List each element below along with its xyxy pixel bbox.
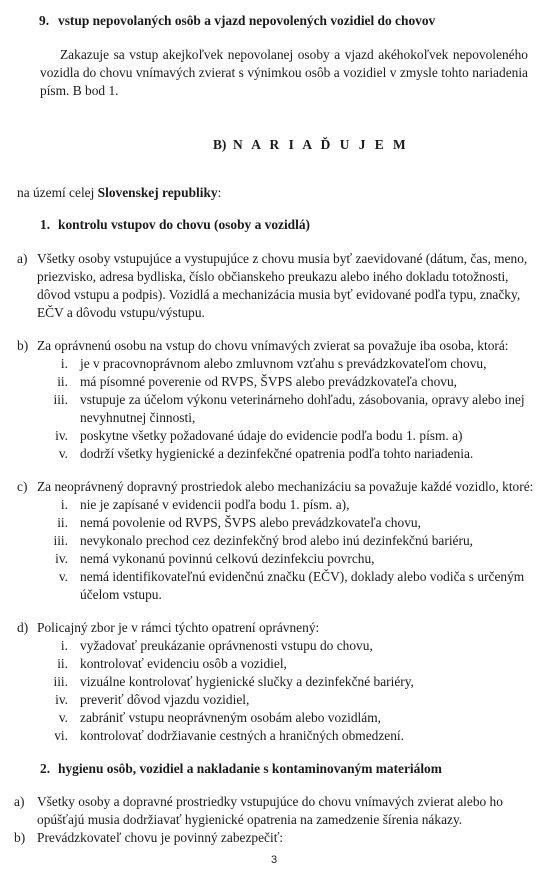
point-2a-label: a) — [14, 794, 25, 809]
list-item-text: vyžadovať preukázanie oprávnenosti vstupu do chovu, — [80, 638, 373, 653]
point-1b-intro: Za oprávnenú osobu na vstup do chovu vnímavých zvierat sa považuje iba osoba, ktorá: — [37, 338, 509, 353]
list-item-text: zabrániť vstupu neoprávneným osobám alebo vozidlám, — [80, 710, 381, 725]
point-1d-label: d) — [17, 620, 29, 635]
list-item-number: iv. — [55, 692, 68, 707]
list-item-text: nemá vykonanú povinnú celkovú dezinfekciu povrchu, — [80, 551, 375, 566]
list-item-number: iv. — [55, 551, 68, 566]
point-1a-line: priezvisko, adresa bydliska, číslo občianskeho preukazu alebo iného dokladu totožnosti, — [37, 269, 509, 284]
list-item-text: preveriť dôvod vjazdu vozidiel, — [80, 692, 250, 707]
list-item-number: iii. — [53, 392, 68, 407]
list-item-text: je v pracovnoprávnom alebo zmluvnom vzťahu s prevádzkovateľom chovu, — [80, 356, 487, 371]
list-item-number: i. — [60, 497, 68, 512]
list-item-number: v. — [58, 569, 68, 584]
territory-country: Slovenskej republiky — [97, 185, 218, 200]
list-item-number: v. — [58, 446, 68, 461]
section-9-paragraph: Zakazuje sa vstup akejkoľvek nepovolanej osoby a vjazd akéhokoľvek nepovoleného vozidla do chovu vnímavých zvierat s výnimkou osôb a vozidiel v zmysle tohto nariadenia písm. B bod 1. — [40, 47, 528, 98]
list-item-text: nemá povolenie od RVPS, ŠVPS alebo prevádzkovateľa chovu, — [80, 515, 421, 530]
list-item-number: i. — [60, 356, 68, 371]
list-item-number: v. — [58, 710, 68, 725]
list-item-number: ii. — [57, 656, 68, 671]
point-1a-line: dôvod vstupu a podpis). Vozidlá a mechanizácia musia byť evidované podľa typu, značky, — [37, 287, 521, 302]
point-1d-intro: Policajný zbor je v rámci týchto opatrení oprávnený: — [37, 620, 320, 635]
section-9-heading: vstup nepovolaných osôb a vjazd nepovolených vozidiel do chovov — [58, 13, 436, 28]
page-number: 3 — [271, 854, 278, 866]
point-1-heading: kontrolu vstupov do chovu (osoby a vozidlá) — [58, 217, 310, 232]
list-item-number: i. — [60, 638, 68, 653]
list-item-text: vstupuje za účelom výkonu veterinárneho dohľadu, zásobovania, opravy alebo inej — [80, 392, 525, 407]
point-2-number: 2. — [40, 761, 51, 776]
list-item-text: kontrolovať evidenciu osôb a vozidiel, — [80, 656, 287, 671]
point-2a-line: opúšťajú musia dodržiavať hygienické opatrenia na zamedzenie šírenia nákazy. — [37, 812, 463, 827]
section-b-letter: B) — [213, 137, 227, 152]
list-item-text: kontrolovať dodržiavanie cestných a hraničných obmedzení. — [80, 728, 404, 743]
list-item-text: poskytne všetky požadované údaje do evidencie podľa bodu 1. písm. a) — [80, 428, 463, 443]
territory-prefix: na území celej — [17, 185, 98, 200]
point-2b-text: Prevádzkovateľ chovu je povinný zabezpečiť: — [37, 830, 284, 845]
point-2a-line: Všetky osoby a dopravné prostriedky vstupujúce do chovu vnímavých zvierat alebo ho — [37, 794, 503, 809]
list-item-text: vizuálne kontrolovať hygienické slučky a dezinfekčné bariéry, — [80, 674, 414, 689]
list-item-text: nie je zapísané v evidencii podľa bodu 1. písm. a), — [80, 497, 350, 512]
list-item-text: účelom vstupu. — [80, 587, 162, 602]
point-1b-label: b) — [17, 338, 29, 353]
territory-suffix: : — [217, 185, 222, 200]
list-item-number: vi. — [54, 728, 68, 743]
point-2b-label: b) — [14, 830, 26, 845]
list-item-text: dodrží všetky hygienické a dezinfekčné opatrenia podľa tohto nariadenia. — [80, 446, 474, 461]
list-item-number: iv. — [55, 428, 68, 443]
point-1-number: 1. — [40, 217, 51, 232]
list-item-text: nemá identifikovateľnú evidenčnú značku (EČV), doklady alebo vodiča s určeným — [80, 569, 525, 584]
list-item-text: nevyhnutnej činnosti, — [80, 410, 196, 425]
point-1a-line: EČV a dôvodu vstupu/výstupu. — [37, 305, 205, 320]
list-item-number: iii. — [53, 674, 68, 689]
list-item-number: ii. — [57, 374, 68, 389]
section-b-title: N A R I A Ď U J E M — [233, 137, 409, 152]
territory-line — [17, 184, 221, 202]
list-item-number: iii. — [53, 533, 68, 548]
point-1c-label: c) — [17, 479, 28, 494]
point-1a-label: a) — [17, 251, 28, 266]
point-2-heading: hygienu osôb, vozidiel a nakladanie s kontaminovaným materiálom — [58, 761, 442, 776]
list-item-text: má písomné poverenie od RVPS, ŠVPS alebo prevádzkovateľa chovu, — [80, 374, 458, 389]
list-item-text: nevykonalo prechod cez dezinfekčný brod alebo inú dezinfekčnú bariéru, — [80, 533, 473, 548]
list-item-number: ii. — [57, 515, 68, 530]
section-9-number: 9. — [39, 13, 50, 28]
point-1a-line: Všetky osoby vstupujúce a vystupujúce z chovu musia byť zaevidované (dátum, čas, meno, — [37, 251, 528, 266]
point-1c-intro: Za neoprávnený dopravný prostriedok alebo mechanizáciu sa považuje každé vozidlo, ktoré: — [37, 479, 534, 494]
